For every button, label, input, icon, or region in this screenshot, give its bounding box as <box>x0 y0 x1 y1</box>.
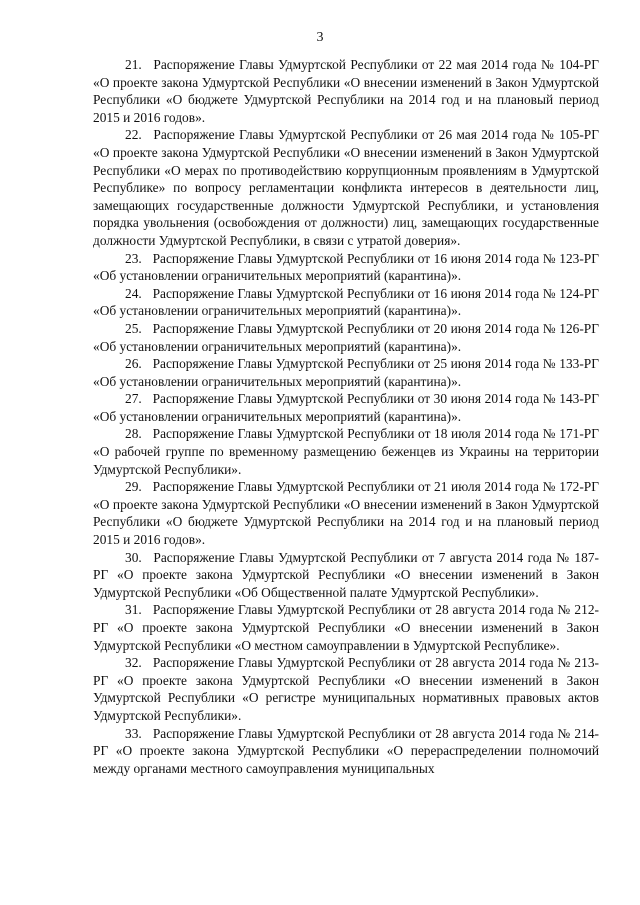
decree-list <box>93 56 599 777</box>
item-number: 33. <box>125 725 142 741</box>
item-number: 21. <box>125 57 142 72</box>
list-item <box>93 355 599 390</box>
list-item <box>93 425 599 478</box>
list-item <box>93 250 599 285</box>
list-item <box>93 601 599 654</box>
item-text: Распоряжение Главы Удмуртской Республики от 20 июня 2014 года № 126-РГ «Об установлении ограничительных мероприятий (карантина)». <box>93 320 599 354</box>
item-text: Распоряжение Главы Удмуртской Республики от 28 августа 2014 года № 213-РГ «О проекте закона Удмуртской Республики «О внесении изменений в Закон Удмуртской Республики «О регистре муниципальных нормативных правовых актов Удмуртской Республики». <box>93 655 599 723</box>
item-number: 26. <box>125 356 142 372</box>
list-item <box>93 725 599 778</box>
list-item <box>93 285 599 320</box>
list-item <box>93 56 599 126</box>
item-number: 27. <box>125 391 142 407</box>
item-text: Распоряжение Главы Удмуртской Республики от 28 августа 2014 года № 212-РГ «О проекте закона Удмуртской Республики «О внесении изменений в Закон Удмуртской Республики «О местном самоуправлении в Удмуртской Республике». <box>93 602 599 653</box>
item-number: 30. <box>125 549 142 565</box>
item-text: Распоряжение Главы Удмуртской Республики от 28 августа 2014 года № 214-РГ «О проекте закона Удмуртской Республики «О перераспределении полномочий между органами местного самоуправления муниципальных <box>93 725 599 776</box>
item-text: Распоряжение Главы Удмуртской Республики от 16 июня 2014 года № 124-РГ «Об установлении ограничительных мероприятий (карантина)». <box>93 285 599 319</box>
item-number: 28. <box>125 426 142 442</box>
item-number: 29. <box>125 479 142 495</box>
item-text: Распоряжение Главы Удмуртской Республики от 18 июля 2014 года № 171-РГ «О рабочей группе по временному размещению беженцев из Украины на территории Удмуртской Республики». <box>93 426 599 477</box>
item-number: 31. <box>125 602 142 618</box>
item-text: Распоряжение Главы Удмуртской Республики от 21 июля 2014 года № 172-РГ «О проекте закона Удмуртской Республики «О внесении изменений в Закон Удмуртской Республики «О бюджете Удмуртской Республики на 2014 год и на плановый период 2015 и 2016 годов». <box>93 479 599 548</box>
item-number: 32. <box>125 655 142 671</box>
item-text: Распоряжение Главы Удмуртской Республики от 26 мая 2014 года № 105-РГ «О проекте закона Удмуртской Республики «О внесении изменений в Закон Удмуртской Республики «О мерах по противодействию коррупционным проявлениям в Удмуртской Республике» по вопросу регламентации конфликта интересов в деятельности лиц, замещающих государственные должности Удмуртской Республики, и установления порядка увольнения (освобождения от должности) лиц, замещающих государственные должности Удмуртской Республики, в связи с утратой доверия». <box>93 127 599 248</box>
list-item <box>93 549 599 602</box>
item-text: Распоряжение Главы Удмуртской Республики от 22 мая 2014 года № 104-РГ «О проекте закона Удмуртской Республики «О внесении изменений в Закон Удмуртской Республики «О бюджете Удмуртской Республики на 2014 год и на плановый период 2015 и 2016 годов». <box>93 57 599 125</box>
item-text: Распоряжение Главы Удмуртской Республики от 16 июня 2014 года № 123-РГ «Об установлении ограничительных мероприятий (карантина)». <box>93 250 599 284</box>
item-text: Распоряжение Главы Удмуртской Республики от 7 августа 2014 года № 187-РГ «О проекте закона Удмуртской Республики «О внесении изменений в Закон Удмуртской Республики «Об Общественной палате Удмуртской Республики». <box>93 549 599 600</box>
item-number: 22. <box>125 127 142 143</box>
list-item <box>93 126 599 249</box>
item-text: Распоряжение Главы Удмуртской Республики от 30 июня 2014 года № 143-РГ «Об установлении ограничительных мероприятий (карантина)». <box>93 391 599 424</box>
item-number: 23. <box>125 250 142 266</box>
list-item <box>93 320 599 355</box>
page-number: 3 <box>316 30 324 45</box>
list-item <box>93 654 599 724</box>
list-item <box>93 478 599 548</box>
list-item <box>93 390 599 425</box>
item-number: 25. <box>125 320 142 336</box>
item-text: Распоряжение Главы Удмуртской Республики от 25 июня 2014 года № 133-РГ «Об установлении ограничительных мероприятий (карантина)». <box>93 356 599 389</box>
item-number: 24. <box>125 285 142 301</box>
